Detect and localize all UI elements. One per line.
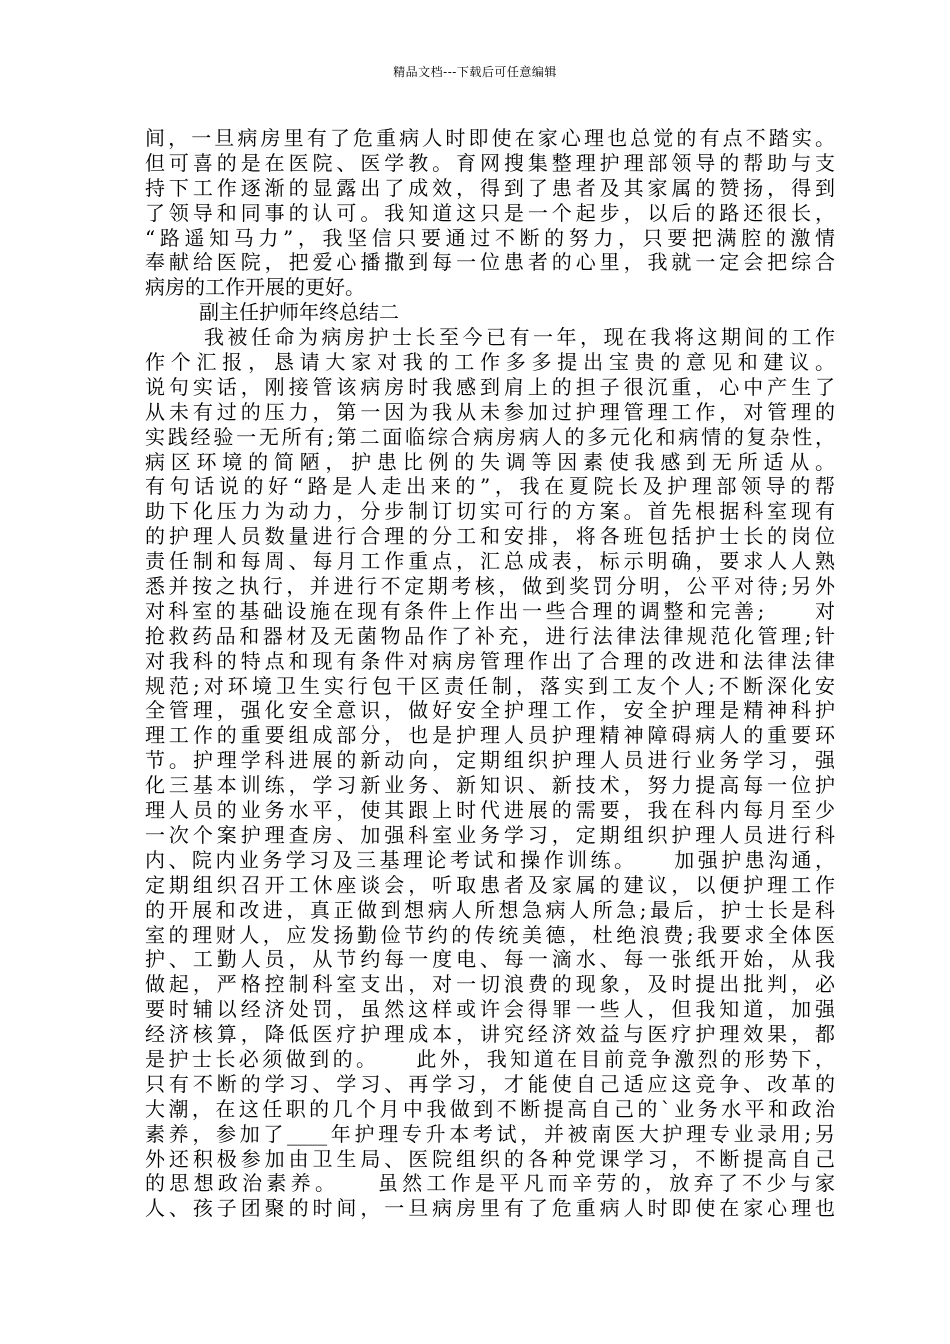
text-line: 理人员的业务水平，使其跟上时代进展的需要，我在科内每月至少: [145, 798, 835, 823]
text-line: 外还积极参加由卫生局、医院组织的各种党课学习，不断提高自己: [145, 1146, 835, 1171]
text-line: 有句话说的好“路是人走出来的”，我在夏院长及护理部领导的帮: [145, 474, 835, 499]
text-line: 说句实话，刚接管该病房时我感到肩上的担子很沉重，心中产生了: [145, 374, 835, 399]
text-line: 病房的工作开展的更好。: [145, 275, 365, 300]
text-line: 对科室的基础设施在现有条件上作出一些合理的调整和完善; 对: [145, 598, 835, 623]
text-line: 做起，严格控制科室支出，对一切浪费的现象，及时提出批判，必: [145, 972, 835, 997]
document-body: [145, 126, 835, 1221]
text-line: 抢救药品和器材及无菌物品作了补充，进行法律法律规范化管理;针: [145, 623, 835, 648]
text-line: 一次个案护理查房、加强科室业务学习，定期组织护理人员进行科: [145, 822, 835, 847]
text-line: 规范;对环境卫生实行包干区责任制，落实到工友个人;不断深化安: [145, 673, 835, 698]
text-line: 的护理人员数量进行合理的分工和安排，将各班包括护士长的岗位: [145, 524, 835, 549]
text-line: 只有不断的学习、学习、再学习，才能使自己适应这竞争、改革的: [145, 1071, 835, 1096]
section-title: 副主任护师年终总结二: [199, 300, 399, 325]
text-line: 悉并按之执行，并进行不定期考核，做到奖罚分明，公平对待;另外: [145, 574, 835, 599]
text-line: 要时辅以经济处罚，虽然这样或许会得罪一些人，但我知道，加强: [145, 997, 835, 1022]
text-line: 理工作的重要组成部分，也是护理人员护理精神障碍病人的重要环: [145, 723, 835, 748]
text-line: 经济核算，降低医疗护理成本，讲究经济效益与医疗护理效果，都: [145, 1022, 835, 1047]
text-line: 化三基本训练，学习新业务、新知识、新技术，努力提高每一位护: [145, 773, 835, 798]
text-line: 实践经验一无所有;第二面临综合病房病人的多元化和病情的复杂性，: [145, 424, 835, 449]
page-header: 精品文档---下载后可任意编辑: [393, 65, 557, 79]
text-line: 的思想政治素养。 虽然工作是平凡而辛劳的，放弃了不少与家: [145, 1171, 835, 1196]
text-line: 护、工勤人员，从节约每一度电、每一滴水、每一张纸开始，从我: [145, 947, 835, 972]
text-line: 责任制和每周、每月工作重点，汇总成表，标示明确，要求人人熟: [145, 549, 835, 574]
text-line: 间，一旦病房里有了危重病人时即使在家心理也总觉的有点不踏实。: [145, 126, 835, 150]
text-line: 病区环境的简陋，护患比例的失调等因素使我感到无所适从。: [145, 449, 835, 474]
text-line: 从未有过的压力，第一因为我从未参加过护理管理工作，对管理的: [145, 399, 835, 424]
text-line: 是护士长必须做到的。 此外，我知道在目前竞争激烈的形势下，: [145, 1046, 835, 1071]
text-line: 我被任命为病房护士长至今已有一年，现在我将这期间的工作: [204, 325, 835, 350]
text-line: 助下化压力为动力，分步制订切实可行的方案。首先根据科室现有: [145, 499, 835, 524]
text-line: 的开展和改进，真正做到想病人所想急病人所急;最后，护士长是科: [145, 897, 835, 922]
text-line: 节。护理学科进展的新动向，定期组织护理人员进行业务学习，强: [145, 748, 835, 773]
text-line: 室的理财人，应发扬勤俭节约的传统美德，杜绝浪费;我要求全体医: [145, 922, 835, 947]
text-line: 内、院内业务学习及三基理论考试和操作训练。 加强护患沟通，: [145, 847, 835, 872]
text-line: 定期组织召开工休座谈会，听取患者及家属的建议，以便护理工作: [145, 872, 835, 897]
text-line: 大潮，在这任职的几个月中我做到不断提高自己的`业务水平和政治: [145, 1096, 835, 1121]
text-line: 对我科的特点和现有条件对病房管理作出了合理的改进和法律法律: [145, 648, 835, 673]
text-line: 作个汇报，恳请大家对我的工作多多提出宝贵的意见和建议。: [145, 350, 835, 375]
text-line: 但可喜的是在医院、医学教。育网搜集整理护理部领导的帮助与支: [145, 150, 835, 175]
text-line: 持下工作逐渐的显露出了成效，得到了患者及其家属的赞扬，得到: [145, 175, 835, 200]
text-line: “路遥知马力”，我坚信只要通过不断的努力，只要把满腔的激情: [145, 225, 835, 250]
text-line: 素养，参加了____年护理专升本考试，并被南医大护理专业录用;另: [145, 1121, 835, 1146]
text-line: 奉献给医院，把爱心播撒到每一位患者的心里，我就一定会把综合: [145, 250, 835, 275]
text-line: 全管理，强化安全意识，做好安全护理工作，安全护理是精神科护: [145, 698, 835, 723]
text-line: 了领导和同事的认可。我知道这只是一个起步，以后的路还很长，: [145, 200, 835, 225]
text-line: 人、孩子团聚的时间，一旦病房里有了危重病人时即使在家心理也: [145, 1196, 835, 1221]
